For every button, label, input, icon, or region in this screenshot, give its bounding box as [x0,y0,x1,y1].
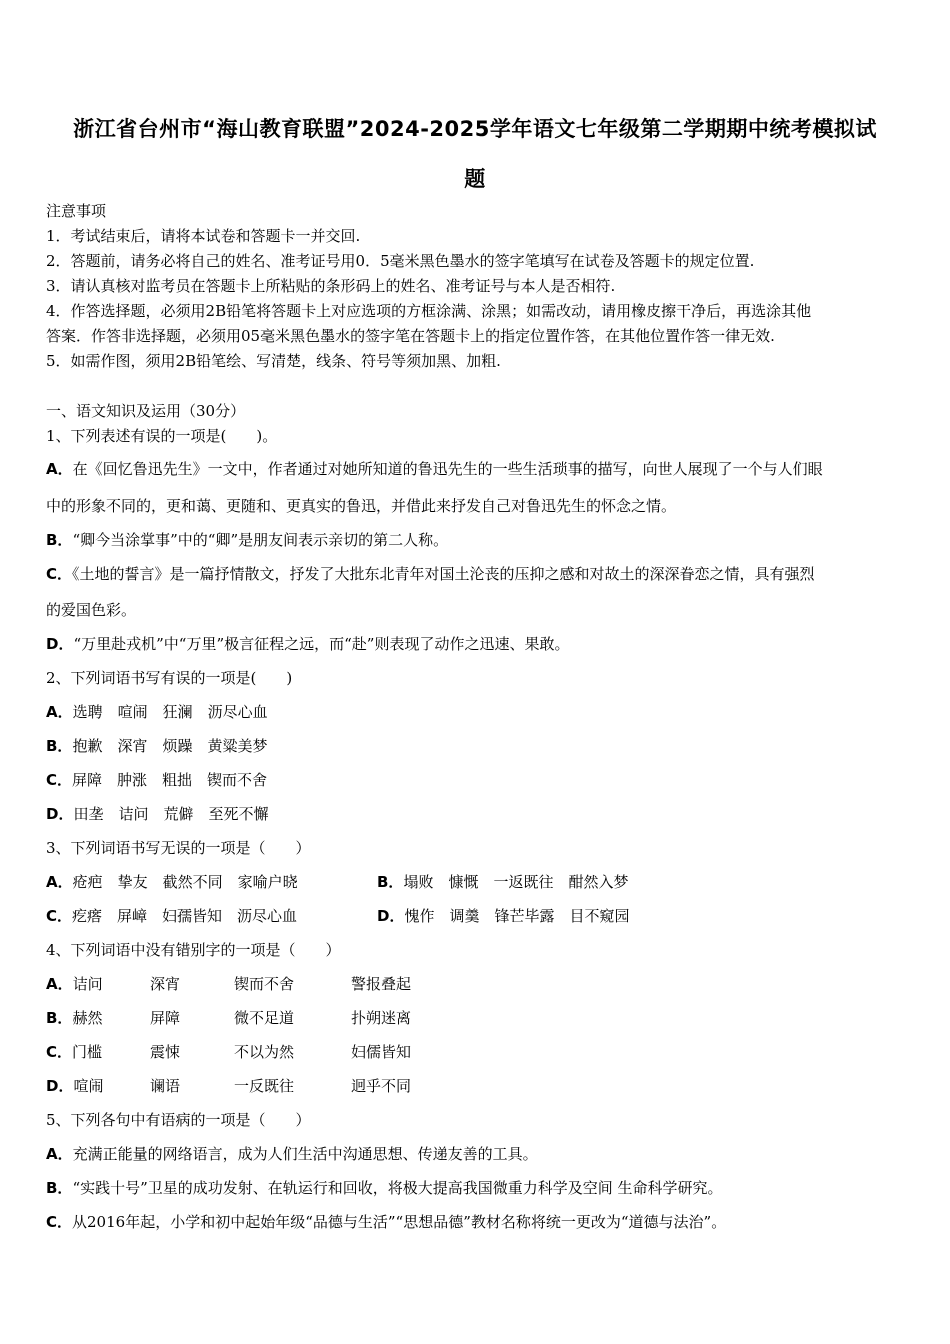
q1-option-c-continued: 的爱国色彩。 [46,601,137,619]
option-label: D． [377,907,405,925]
option-word: 警报叠起 [351,975,412,993]
option-word: 一反既往 [234,1077,295,1095]
page-title-continued: 题 [464,167,486,191]
notice-item: 5．如需作图，须用2B铅笔绘、写清楚，线条、符号等须加黑、加粗. [46,352,501,370]
option-word: 谰语 [150,1077,181,1095]
q4-option-d-label [46,1077,103,1095]
section-heading: 一、语文知识及运用（30分） [46,402,246,420]
q1-option-a-continued: 中的形象不同的，更和蔼、更随和、更真实的鲁迅，并借此来抒发自己对鲁迅先生的怀念之情。 [46,497,677,515]
option-word: 迥乎不同 [351,1077,412,1095]
option-label: B． [46,737,73,755]
option-text: 屏障 肿涨 粗拙 锲而不舍 [72,771,268,789]
q4-option-b-label [46,1009,102,1027]
q5-option-a [46,1145,538,1163]
option-word: 锲而不舍 [234,975,295,993]
notice-heading: 注意事项 [46,202,107,220]
q2-option-c [46,771,267,789]
option-word: 微不足道 [234,1009,295,1027]
option-word: 赫然 [72,1009,103,1027]
option-text: “实践十号”卫星的成功发射、在轨运行和回收，将极大提高我国微重力科学及空间 生命科学研究。 [72,1179,723,1197]
option-word: 不以为然 [234,1043,295,1061]
option-label: B． [46,1179,73,1197]
q1-option-d [46,635,569,653]
notice-item: 4．作答选择题，必须用2B铅笔将答题卡上对应选项的方框涂满、涂黑；如需改动，请用橡皮擦干净后，再选涂其他 [46,302,812,320]
notice-item: 1．考试结束后，请将本试卷和答题卡一并交回. [46,227,361,245]
option-label: A． [46,703,73,721]
option-text: 从2016年起，小学和初中起始年级“品德与生活”“思想品德”教材名称将统一更改为“道德与法治”。 [72,1213,727,1231]
question-1-stem: 1、下列表述有误的一项是( )。 [46,427,278,445]
q4-option-a-label [46,975,103,993]
q2-option-b [46,737,267,755]
option-label: C． [46,1043,73,1061]
option-label: C． [46,565,73,583]
option-word: 深宵 [150,975,181,993]
page-title: 浙江省台州市“海山教育联盟”2024-2025学年语文七年级第二学期期中统考模拟试 [73,117,877,141]
option-word: 妇儒皆知 [351,1043,412,1061]
option-label: B． [46,531,73,549]
q2-option-a [46,703,268,721]
option-text: 充满正能量的网络语言，成为人们生活中沟通思想、传递友善的工具。 [72,1145,538,1163]
option-label: D． [46,635,74,653]
option-label: A． [46,873,73,891]
option-text: 选聘 喧闹 狂澜 沥尽心血 [72,703,268,721]
q3-option-c [46,907,297,925]
option-label: D． [46,805,74,823]
option-label: C． [46,1213,73,1231]
notice-item: 答案．作答非选择题，必须用05毫米黑色墨水的签字笔在答题卡上的指定位置作答，在其他位置作答一律无效. [46,327,775,345]
option-label: B． [377,873,404,891]
q3-option-b [377,873,628,891]
option-text: 塌败 慷慨 一返既往 酣然入梦 [403,873,629,891]
option-text: 在《回忆鲁迅先生》一文中，作者通过对她所知道的鲁迅先生的一些生活琐事的描写，向世人展现了一个与人们眼 [72,460,823,478]
option-word: 屏障 [150,1009,181,1027]
option-label: B． [46,1009,73,1027]
option-text: 愧作 调羹 锋芒毕露 目不窥园 [404,907,630,925]
q3-option-d [377,907,629,925]
q5-option-b [46,1179,723,1197]
option-label: A． [46,975,73,993]
option-text: 疮疤 挚友 截然不同 家喻户晓 [72,873,298,891]
option-label: D． [46,1077,74,1095]
option-word: 门槛 [72,1043,103,1061]
option-label: C． [46,907,73,925]
question-2-stem: 2、下列词语书写有误的一项是( ) [46,669,293,687]
q5-option-c [46,1213,726,1231]
option-text: 抱歉 深宵 烦躁 黄粱美梦 [72,737,268,755]
option-word: 诘问 [72,975,103,993]
question-5-stem: 5、下列各句中有语病的一项是（ ） [46,1111,311,1129]
notice-item: 3．请认真核对监考员在答题卡上所粘贴的条形码上的姓名、准考证号与本人是否相符. [46,277,616,295]
option-label: C． [46,771,73,789]
question-3-stem: 3、下列词语书写无误的一项是（ ） [46,839,311,857]
q1-option-a [46,460,823,478]
q3-option-a [46,873,298,891]
q1-option-b [46,531,448,549]
option-label: A． [46,1145,73,1163]
option-word: 震悚 [150,1043,181,1061]
option-text: 《土地的誓言》是一篇抒情散文，抒发了大批东北青年对国土沦丧的压抑之感和对故土的深深眷恋之情，具有强烈 [72,565,815,583]
option-text: “万里赴戎机”中“万里”极言征程之远，而“赴”则表现了动作之迅速、果敢。 [73,635,570,653]
q2-option-d [46,805,268,823]
option-word: 扑朔迷离 [351,1009,412,1027]
notice-item: 2．答题前，请务必将自己的姓名、准考证号用0．5毫米黑色墨水的签字笔填写在试卷及答题卡的规定位置. [46,252,755,270]
question-4-stem: 4、下列词语中没有错别字的一项是（ ） [46,941,341,959]
q1-option-c [46,565,815,583]
q4-option-c-label [46,1043,102,1061]
option-word: 喧闹 [73,1077,104,1095]
option-text: “卿今当涂掌事”中的“卿”是朋友间表示亲切的第二人称。 [72,531,449,549]
option-text: 田垄 诘问 荒僻 至死不懈 [73,805,269,823]
option-text: 疙瘩 屏嶂 妇孺皆知 沥尽心血 [72,907,298,925]
option-label: A． [46,460,73,478]
